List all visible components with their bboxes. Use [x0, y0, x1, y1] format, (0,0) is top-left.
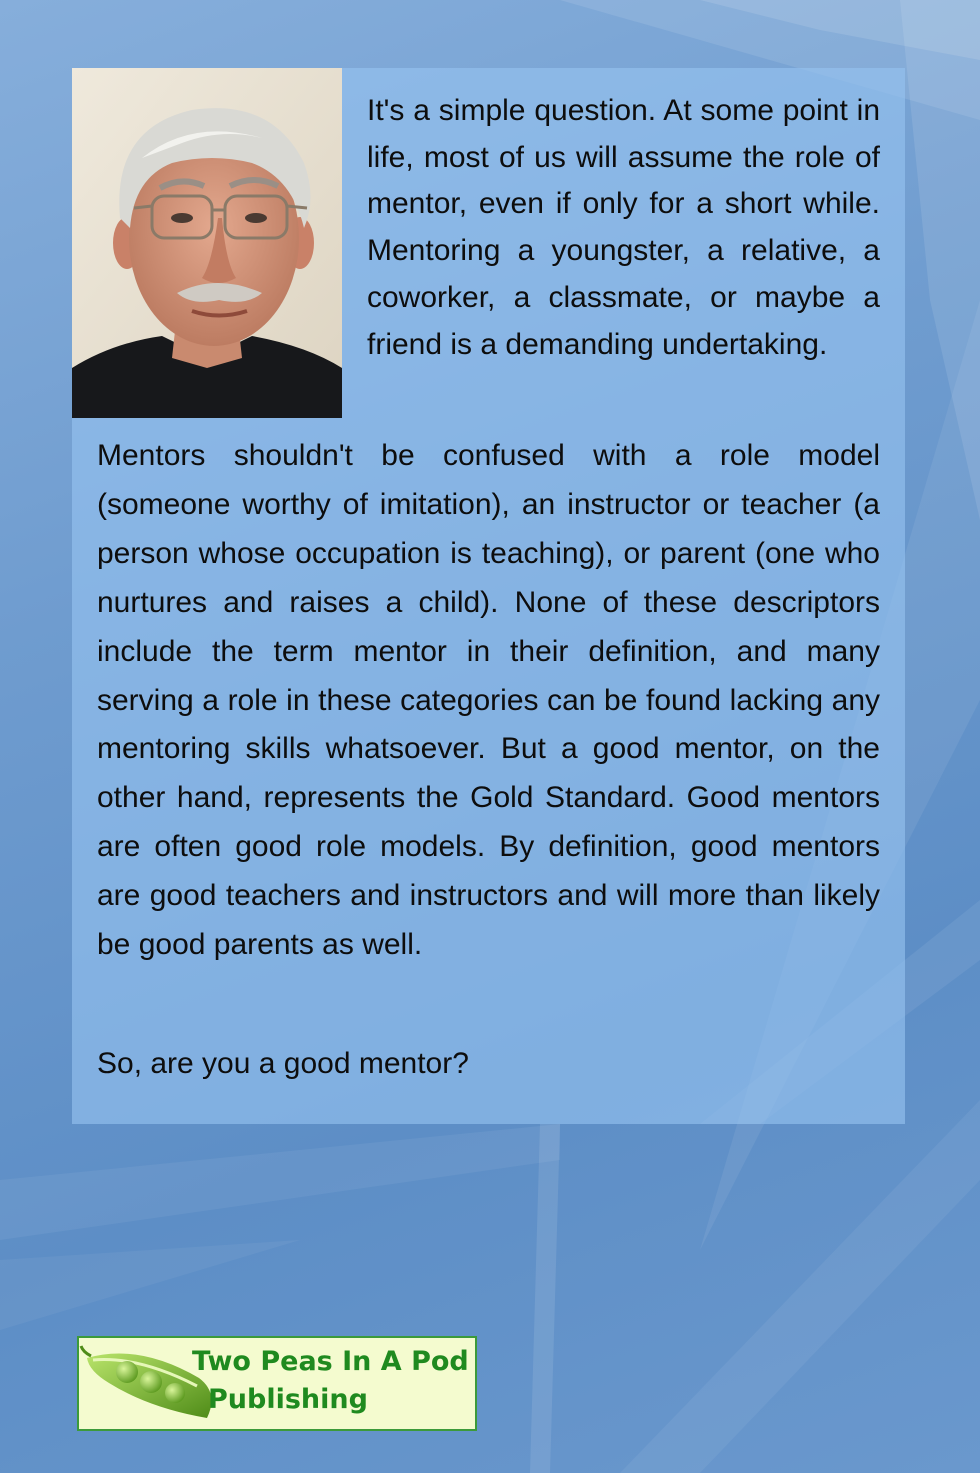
closing-question: So, are you a good mentor?	[97, 1047, 469, 1080]
intro-paragraph: It's a simple question. At some point in life, most of us will assume the role of mentor, even if only for a short while. Mentoring a youngster, a relative, a coworker, a classmate, or maybe a friend is a demanding undertaking.	[367, 94, 880, 361]
text-panel	[72, 68, 905, 1124]
body-paragraph: Mentors shouldn't be confused with a role model (someone worthy of imitation), an instructor or teacher (a person whose occupation is teaching), or parent (one who nurtures and raises a child). None of these descriptors include the term mentor in their definition, and many serving a role in these categories can be found lacking any mentoring skills whatsoever. But a good mentor, on the other hand, represents the Gold Standard. Good mentors are often good role models. By definition, good mentors are good teachers and instructors and will more than likely be good parents as well.	[97, 439, 880, 962]
publisher-name-line1: Two Peas In A Pod	[192, 1346, 469, 1377]
author-photo	[72, 68, 342, 418]
publisher-name-line2: Publishing	[208, 1384, 368, 1415]
publisher-logo	[77, 1336, 477, 1431]
